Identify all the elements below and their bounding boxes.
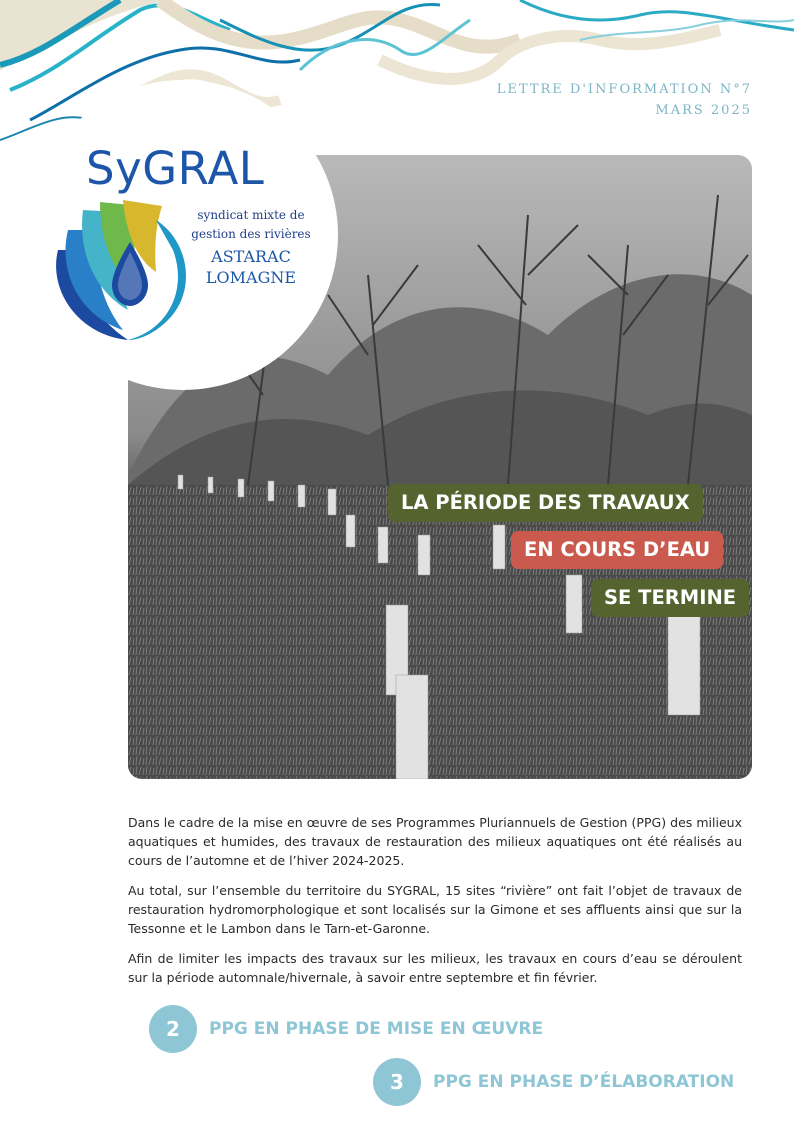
contents-label: PPG EN PHASE DE MISE EN ŒUVRE [209,1019,544,1039]
cover-banner-line-1: LA PÉRIODE DES TRAVAUX [388,484,703,522]
page-number-badge: 3 [373,1058,421,1106]
page-number-badge: 2 [149,1005,197,1053]
logo-subtitle [180,206,322,244]
issue-info [497,79,752,121]
issue-date: MARS 2025 [655,103,752,118]
article-paragraph: Au total, sur l’ensemble du territoire du SYGRAL, 15 sites “rivière” ont fait l’objet de travaux de restauration hydromorphologique et sont localisés sur la Gimone et ses affluents ainsi que sur la Tessonne et le Lambon dans le Tarn-et-Garonne. [128,883,742,936]
logo-place-2: LOMAGNE [205,268,297,287]
contents-label: PPG EN PHASE D’ÉLABORATION [433,1072,735,1092]
article-paragraph: Afin de limiter les impacts des travaux sur les milieux, les travaux en cours d’eau se déroulent sur la période automnale/hivernale, à savoir entre septembre et fin février. [128,951,742,985]
logo-subtitle-line-2: gestion des rivières [191,227,311,241]
logo-subtitle-line-1: syndicat mixte de [197,208,305,222]
logo-wordmark: SyGRAL [86,142,265,195]
contents-item-page-3[interactable] [373,1058,734,1106]
article-paragraph: Dans le cadre de la mise en œuvre de ses Programmes Pluriannuels de Gestion (PPG) des milieux aquatiques et humides, des travaux de restauration des milieux aquatiques ont été réalisés au cours de l’automne et de l’hiver 2024-2025. [128,815,742,868]
contents-item-page-2[interactable] [149,1005,543,1053]
article-body [128,813,742,998]
issue-number: LETTRE D'INFORMATION N°7 [496,82,752,97]
cover-banner-line-2: EN COURS D’EAU [511,531,723,569]
logo-place-names [180,246,322,288]
logo-place-1: ASTARAC [211,247,291,266]
cover-banner-line-3: SE TERMINE [591,579,749,617]
